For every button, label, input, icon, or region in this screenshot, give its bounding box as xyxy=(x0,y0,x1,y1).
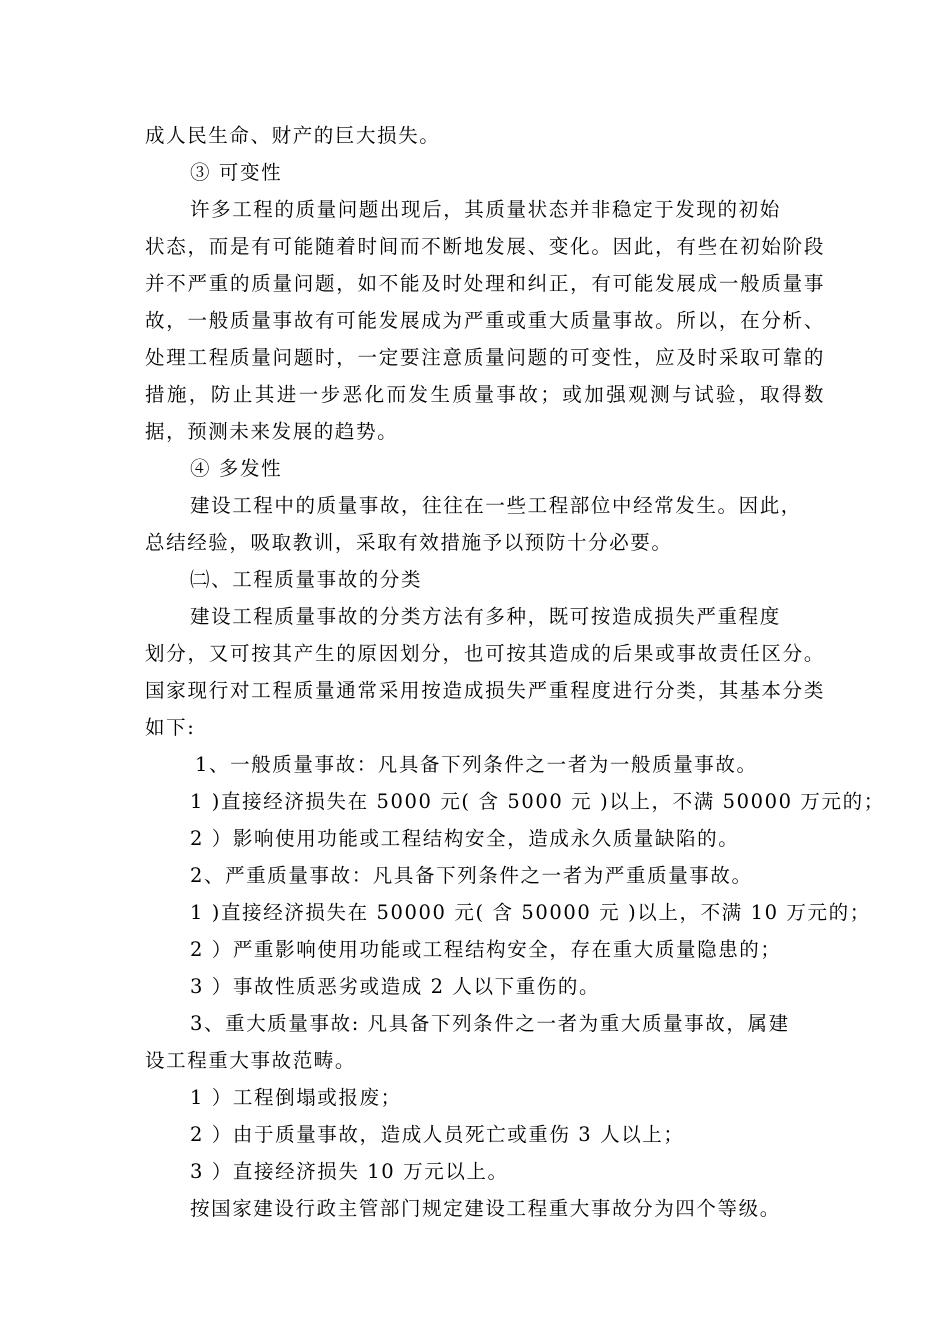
text-line: 1 ）工程倒塌或报废； xyxy=(190,1086,402,1109)
text-line: 3、重大质量事故: 凡具备下列条件之一者为重大质量事故，属建 xyxy=(190,1012,790,1035)
text-line: ③ 可变性 xyxy=(190,161,283,184)
category-serious-item-1 xyxy=(145,894,871,931)
category-general-item-2 xyxy=(145,820,825,857)
paragraph-continuation xyxy=(145,117,825,154)
text-line: 段并不严重的质量问题，如不能及时处理和纠正，有可能发展成一般 xyxy=(145,235,825,295)
text-line: 2、严重质量事故：凡具备下列条件之一者为严重质量事故。 xyxy=(190,864,753,887)
text-line: 3 ）直接经济损失 10 万元以上。 xyxy=(190,1160,509,1183)
text-line: 1 )直接经济损失在 5000 元( 含 5000 元 )以上，不满 50000 万元的； xyxy=(190,790,885,813)
text-line: 成人民生命、财产的巨大损失。 xyxy=(145,124,441,147)
category-major-item-2 xyxy=(145,1116,825,1153)
category-serious xyxy=(145,857,825,894)
category-general-item-1 xyxy=(145,783,885,820)
section-heading-classification xyxy=(145,561,825,598)
category-serious-item-2 xyxy=(145,931,825,968)
text-line: 设工程重大事故范畴。 xyxy=(145,1049,357,1072)
text-line: 状态，而是有可能随着时间而不断地发展、变化。因此，有些在初始阶 xyxy=(145,235,804,258)
text-line: ④ 多发性 xyxy=(190,457,283,480)
text-line: 总结经验，吸取教训，采取有效措施予以预防十分必要。 xyxy=(145,531,673,554)
text-line: 按国家建设行政主管部门规定建设工程重大事故分为四个等级。 xyxy=(190,1197,781,1220)
text-line: 划分，又可按其产生的原因划分，也可按其造成的后果或事故责任区 xyxy=(145,642,783,665)
paragraph-frequency xyxy=(145,487,825,561)
text-line: 许多工程的质量问题出现后，其质量状态并非稳定于发现的初始 xyxy=(190,198,781,221)
text-line: 2 ）影响使用功能或工程结构安全，造成永久质量缺陷的。 xyxy=(190,827,740,850)
text-line: 2 ）由于质量事故，造成人员死亡或重伤 3 人以上； xyxy=(190,1123,685,1146)
paragraph-classification xyxy=(145,598,825,746)
text-line: ㈡、工程质量事故的分类 xyxy=(190,568,423,591)
category-major xyxy=(145,1005,825,1079)
text-line: 建设工程中的质量事故，往往在一些工程部位中经常发生。因此， xyxy=(190,494,802,517)
category-serious-item-3 xyxy=(145,968,825,1005)
text-line: 1、一般质量事故：凡具备下列条件之一者为一般质量事故。 xyxy=(195,753,758,776)
text-line: 时采取可靠的措施，防止其进一步恶化而发生质量事故；或加强观测 xyxy=(145,346,825,406)
document-body xyxy=(145,117,885,1227)
text-line: 在分析、处理工程质量问题时，一定要注意质量问题的可变性，应及 xyxy=(145,309,825,369)
text-line: 质量事故，一般质量事故有可能发展成为严重或重大质量事故。所以， xyxy=(145,272,825,332)
text-line: 建设工程质量事故的分类方法有多种，既可按造成损失严重程度 xyxy=(190,605,781,628)
section-heading-variability xyxy=(145,154,825,191)
paragraph-grades xyxy=(145,1190,825,1227)
text-line: 基本分类如下: xyxy=(145,679,825,739)
category-general xyxy=(145,746,825,783)
text-line: 1 )直接经济损失在 50000 元( 含 50000 元 )以上，不满 10 万元的； xyxy=(190,901,871,924)
paragraph-variability xyxy=(145,191,825,450)
text-line: 2 ）严重影响使用功能或工程结构安全，存在重大质量隐患的； xyxy=(190,938,782,961)
category-major-item-1 xyxy=(145,1079,825,1116)
section-heading-frequency xyxy=(145,450,825,487)
text-line: 3 ）事故性质恶劣或造成 2 人以下重伤的。 xyxy=(190,975,601,998)
text-line: 与试验，取得数据，预测未来发展的趋势。 xyxy=(145,383,826,443)
category-major-item-3 xyxy=(145,1153,825,1190)
text-line: 分。国家现行对工程质量通常采用按造成损失严重程度进行分类，其 xyxy=(145,642,825,702)
